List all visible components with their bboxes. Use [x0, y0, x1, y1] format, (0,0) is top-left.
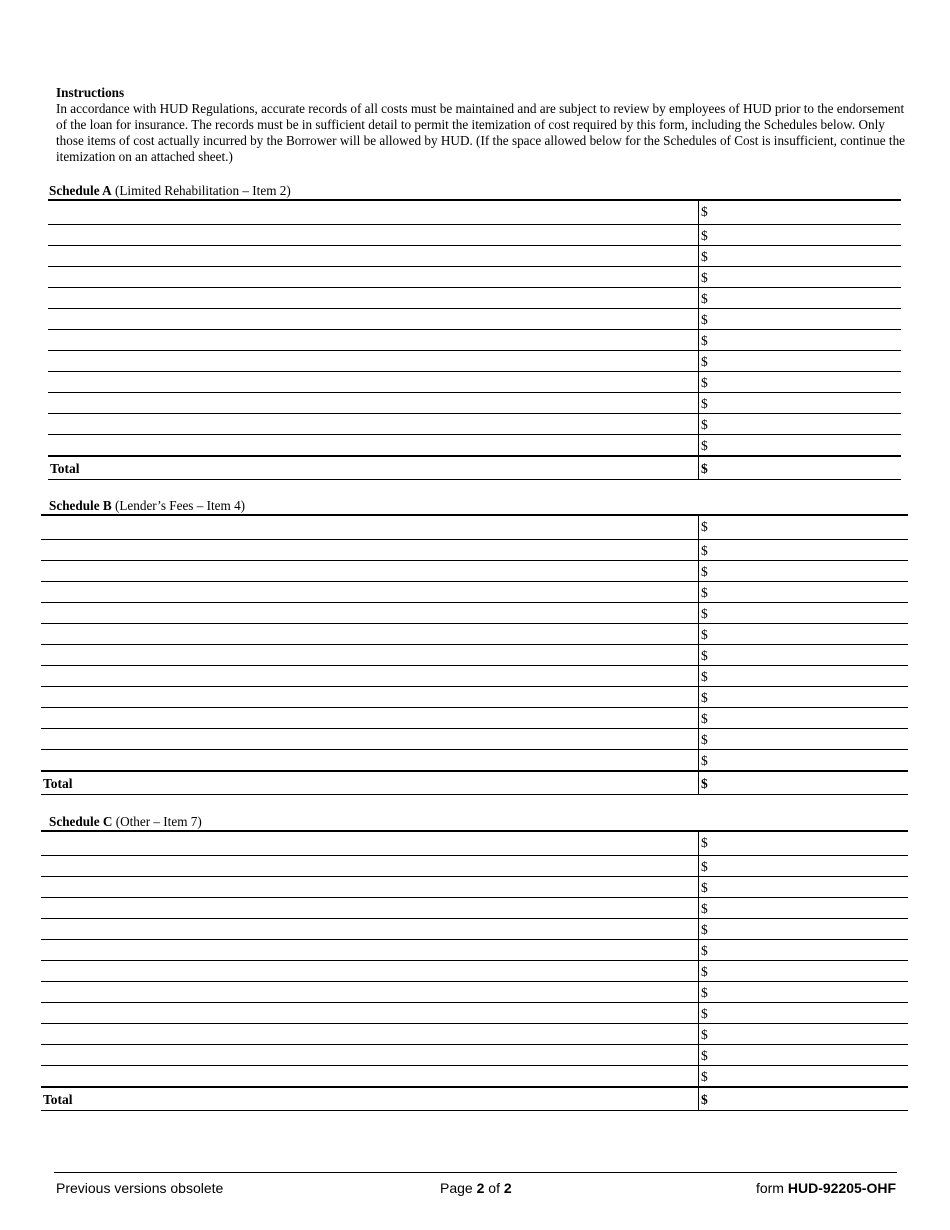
amount-field[interactable]: $ — [698, 351, 901, 371]
schedule-row — [41, 961, 908, 982]
item-description-field[interactable] — [41, 750, 698, 770]
item-description-field[interactable] — [48, 246, 698, 266]
item-description-field[interactable] — [41, 877, 698, 897]
schedule-row — [41, 940, 908, 961]
amount-field[interactable]: $ — [698, 372, 901, 392]
item-description-field[interactable] — [41, 1045, 698, 1065]
amount-field[interactable]: $ — [698, 561, 908, 581]
footer-obsolete-note: Previous versions obsolete — [56, 1180, 224, 1196]
amount-field[interactable]: $ — [698, 330, 901, 350]
schedule-row — [41, 516, 908, 540]
schedule-row — [41, 898, 908, 919]
schedule-row — [41, 540, 908, 561]
schedule-row — [48, 435, 901, 456]
schedule-row — [41, 624, 908, 645]
item-description-field[interactable] — [41, 1024, 698, 1044]
footer-page-prefix: Page — [440, 1180, 477, 1196]
footer-page-number — [440, 1180, 512, 1196]
item-description-field[interactable] — [41, 687, 698, 707]
schedule-row — [48, 414, 901, 435]
item-description-field[interactable] — [41, 856, 698, 876]
amount-field[interactable]: $ — [698, 1024, 908, 1044]
amount-field[interactable]: $ — [698, 225, 901, 245]
schedule-row — [48, 225, 901, 246]
item-description-field[interactable] — [41, 540, 698, 560]
item-description-field[interactable] — [41, 982, 698, 1002]
total-amount-field[interactable]: $ — [698, 1088, 908, 1110]
amount-field[interactable]: $ — [698, 645, 908, 665]
schedule-c-title — [49, 814, 202, 830]
amount-field[interactable]: $ — [698, 582, 908, 602]
footer-page-current: 2 — [476, 1180, 485, 1196]
item-description-field[interactable] — [48, 309, 698, 329]
amount-field[interactable]: $ — [698, 393, 901, 413]
schedule-row — [48, 330, 901, 351]
schedule-row — [48, 201, 901, 225]
amount-field[interactable]: $ — [698, 414, 901, 434]
amount-field[interactable]: $ — [698, 1003, 908, 1023]
footer-form-number — [756, 1180, 896, 1196]
schedule-row — [41, 832, 908, 856]
amount-field[interactable]: $ — [698, 877, 908, 897]
amount-field[interactable]: $ — [698, 750, 908, 770]
item-description-field[interactable] — [48, 267, 698, 287]
item-description-field[interactable] — [41, 832, 698, 855]
total-label: Total — [43, 776, 73, 791]
schedule-row — [41, 1066, 908, 1087]
amount-field[interactable]: $ — [698, 708, 908, 728]
item-description-field[interactable] — [41, 898, 698, 918]
item-description-field[interactable] — [41, 729, 698, 749]
footer-page-total: 2 — [503, 1180, 512, 1196]
footer-form-prefix: form — [755, 1180, 788, 1196]
item-description-field[interactable] — [41, 1066, 698, 1086]
footer-form-id: HUD-92205-OHF — [787, 1180, 896, 1196]
item-description-field[interactable] — [41, 624, 698, 644]
amount-field[interactable]: $ — [698, 288, 901, 308]
item-description-field[interactable] — [41, 708, 698, 728]
schedule-row — [48, 351, 901, 372]
schedule-row — [41, 750, 908, 771]
amount-field[interactable]: $ — [698, 1045, 908, 1065]
item-description-field[interactable] — [41, 919, 698, 939]
schedule-c-table — [41, 830, 908, 1111]
item-description-field[interactable] — [41, 516, 698, 539]
amount-field[interactable]: $ — [698, 832, 908, 855]
item-description-field[interactable] — [48, 372, 698, 392]
item-description-field[interactable] — [41, 666, 698, 686]
item-description-field[interactable] — [48, 330, 698, 350]
amount-field[interactable]: $ — [698, 540, 908, 560]
schedule-row — [48, 288, 901, 309]
amount-field[interactable]: $ — [698, 961, 908, 981]
amount-field[interactable]: $ — [698, 246, 901, 266]
schedule-row — [41, 856, 908, 877]
total-row — [41, 771, 908, 795]
amount-field[interactable]: $ — [698, 1066, 908, 1086]
amount-field[interactable]: $ — [698, 267, 901, 287]
item-description-field[interactable] — [48, 288, 698, 308]
item-description-field[interactable] — [41, 582, 698, 602]
total-row — [48, 456, 901, 480]
amount-field[interactable]: $ — [698, 919, 908, 939]
item-description-field[interactable] — [48, 414, 698, 434]
schedule-row — [48, 246, 901, 267]
schedule-row — [41, 561, 908, 582]
item-description-field[interactable] — [48, 393, 698, 413]
schedule-c-subtitle: (Other – Item 7) — [115, 814, 202, 829]
amount-field[interactable]: $ — [698, 940, 908, 960]
item-description-field[interactable] — [41, 940, 698, 960]
schedule-b-subtitle: (Lender’s Fees – Item 4) — [114, 498, 246, 513]
total-label: Total — [50, 461, 80, 476]
item-description-field[interactable] — [41, 645, 698, 665]
item-description-field[interactable] — [41, 1003, 698, 1023]
total-amount-field[interactable]: $ — [698, 772, 908, 794]
amount-field[interactable]: $ — [698, 624, 908, 644]
schedule-b-table — [41, 514, 908, 795]
schedule-row — [41, 919, 908, 940]
schedule-row — [41, 603, 908, 624]
footer-page-of: of — [484, 1180, 504, 1196]
item-description-field[interactable] — [48, 435, 698, 455]
footer-rule — [54, 1172, 897, 1173]
schedule-a-name: Schedule A — [49, 183, 112, 198]
schedule-row — [41, 1024, 908, 1045]
amount-field[interactable]: $ — [698, 516, 908, 539]
item-description-field[interactable] — [41, 561, 698, 581]
total-row — [41, 1087, 908, 1111]
amount-field[interactable]: $ — [698, 729, 908, 749]
schedule-row — [48, 267, 901, 288]
amount-field[interactable]: $ — [698, 856, 908, 876]
instructions-block — [56, 85, 906, 165]
schedule-row — [48, 393, 901, 414]
schedule-row — [41, 645, 908, 666]
amount-field[interactable]: $ — [698, 309, 901, 329]
total-amount-field[interactable]: $ — [698, 457, 901, 479]
schedule-row — [48, 309, 901, 330]
schedule-row — [41, 708, 908, 729]
amount-field[interactable]: $ — [698, 687, 908, 707]
amount-field[interactable]: $ — [698, 435, 901, 455]
schedule-row — [41, 729, 908, 750]
item-description-field[interactable] — [41, 961, 698, 981]
schedule-b-title — [49, 498, 245, 514]
schedule-row — [41, 877, 908, 898]
amount-field[interactable]: $ — [698, 201, 901, 224]
schedule-a-table — [48, 199, 901, 480]
amount-field[interactable]: $ — [698, 666, 908, 686]
schedule-c-name: Schedule C — [49, 814, 113, 829]
instructions-body: In accordance with HUD Regulations, accurate records of all costs must be maintained and are subject to review by employees of HUD prior to the endorsement of the loan for insurance. The records must be in sufficient detail to permit the itemization of cost required by this form, including the Schedules below. Only those items of cost actually incurred by the Borrower will be allowed by HUD. (If the space allowed below for the Schedules of Cost is insufficient, continue the itemization on an attached sheet.) — [56, 101, 906, 164]
item-description-field[interactable] — [41, 603, 698, 623]
item-description-field[interactable] — [48, 225, 698, 245]
schedule-a-title — [49, 183, 291, 199]
amount-field[interactable]: $ — [698, 603, 908, 623]
schedule-row — [41, 1003, 908, 1024]
total-label: Total — [43, 1092, 73, 1107]
schedule-row — [41, 666, 908, 687]
item-description-field[interactable] — [48, 351, 698, 371]
instructions-heading: Instructions — [56, 85, 125, 100]
schedule-row — [48, 372, 901, 393]
schedule-a-subtitle: (Limited Rehabilitation – Item 2) — [114, 183, 291, 198]
schedule-b-name: Schedule B — [49, 498, 112, 513]
item-description-field[interactable] — [48, 201, 698, 224]
schedule-row — [41, 582, 908, 603]
amount-field[interactable]: $ — [698, 898, 908, 918]
schedule-row — [41, 982, 908, 1003]
schedule-row — [41, 1045, 908, 1066]
schedule-row — [41, 687, 908, 708]
amount-field[interactable]: $ — [698, 982, 908, 1002]
